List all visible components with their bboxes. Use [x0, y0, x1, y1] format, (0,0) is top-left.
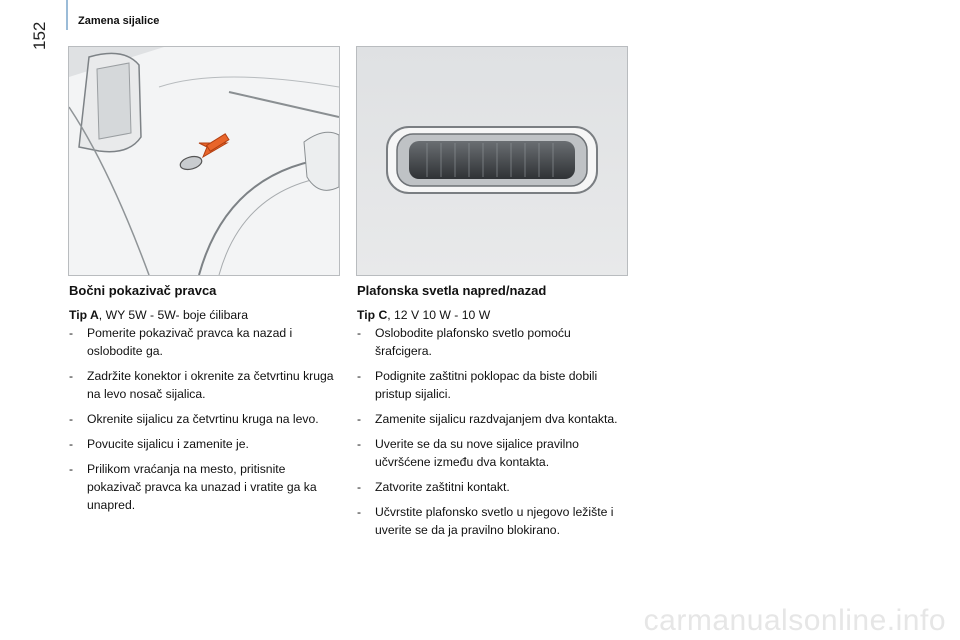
- list-item: [357, 367, 627, 403]
- list-dash: -: [69, 462, 74, 476]
- list-item: [357, 410, 627, 428]
- header-accent-bar: [66, 0, 68, 30]
- left-tip-value: , WY 5W - 5W- boje ćilibara: [98, 308, 249, 322]
- right-tip-label: Tip C: [357, 308, 388, 322]
- step-text: Podignite zaštitni poklopac da biste dobili pristup sijalici.: [375, 369, 598, 401]
- right-column: [357, 306, 627, 546]
- list-item: [69, 410, 339, 428]
- step-text: Oslobodite plafonsko svetlo pomoću šrafcigera.: [375, 326, 571, 358]
- right-step-list: [357, 324, 627, 539]
- section-header: Zamena sijalice: [78, 15, 160, 27]
- step-text: Pomerite pokazivač pravca ka nazad i oslobodite ga.: [87, 326, 293, 358]
- left-bulb-type: [69, 306, 339, 324]
- left-tip-label: Tip A: [69, 308, 99, 322]
- list-item: [357, 478, 627, 496]
- side-indicator-drawing: [69, 47, 339, 275]
- list-item: [357, 324, 627, 360]
- list-item: [69, 324, 339, 360]
- list-dash: -: [357, 412, 362, 426]
- list-item: [69, 367, 339, 403]
- right-tip-value: , 12 V 10 W - 10 W: [387, 308, 491, 322]
- left-section-title: Bočni pokazivač pravca: [69, 283, 217, 298]
- side-indicator-illustration: [68, 46, 340, 276]
- list-item: [357, 435, 627, 471]
- list-item: [357, 503, 627, 539]
- step-text: Uverite se da su nove sijalice pravilno učvršćene između dva kontakta.: [375, 437, 579, 469]
- step-text: Zadržite konektor i okrenite za četvrtinu kruga na levo nosač sijalica.: [87, 369, 334, 401]
- step-text: Zatvorite zaštitni kontakt.: [375, 480, 510, 494]
- left-step-list: [69, 324, 339, 514]
- step-text: Zamenite sijalicu razdvajanjem dva kontakta.: [375, 412, 618, 426]
- right-bulb-type: [357, 306, 627, 324]
- step-text: Prilikom vraćanja na mesto, pritisnite pokazivač pravca ka unazad i vratite ga ka unapred.: [87, 462, 317, 512]
- page-number: 152: [30, 21, 49, 50]
- list-dash: -: [357, 505, 362, 519]
- list-item: [69, 460, 339, 514]
- ceiling-light-drawing: [357, 47, 627, 275]
- list-item: [69, 435, 339, 453]
- list-dash: -: [69, 412, 74, 426]
- step-text: Okrenite sijalicu za četvrtinu kruga na levo.: [87, 412, 319, 426]
- list-dash: -: [357, 437, 362, 451]
- list-dash: -: [69, 369, 74, 383]
- list-dash: -: [69, 437, 74, 451]
- right-section-title: Plafonska svetla napred/nazad: [357, 283, 547, 298]
- list-dash: -: [357, 369, 362, 383]
- left-column: [69, 306, 339, 521]
- list-dash: -: [357, 480, 362, 494]
- step-text: Povucite sijalicu i zamenite je.: [87, 437, 249, 451]
- list-dash: -: [357, 326, 362, 340]
- ceiling-light-illustration: [356, 46, 628, 276]
- list-dash: -: [69, 326, 74, 340]
- watermark-text: carmanualsonline.info: [643, 604, 946, 637]
- step-text: Učvrstite plafonsko svetlo u njegovo ležište i uverite se da ja pravilno blokirano.: [375, 505, 614, 537]
